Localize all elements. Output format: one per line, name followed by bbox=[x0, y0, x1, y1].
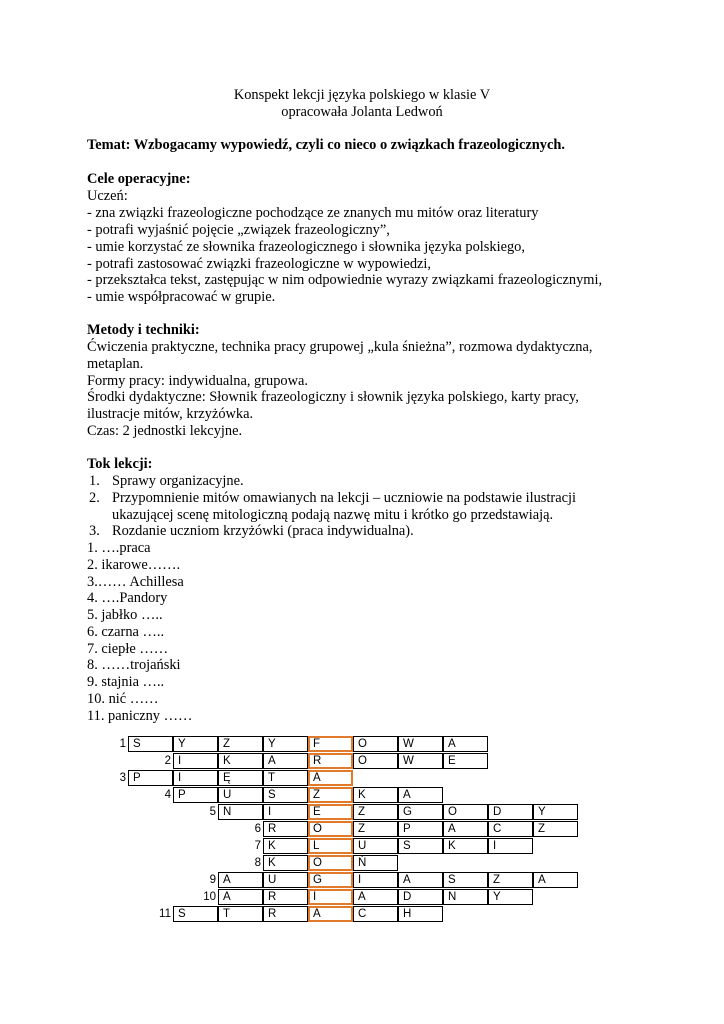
crossword-key-cell: G bbox=[308, 872, 353, 888]
crossword-key-cell: O bbox=[308, 855, 353, 871]
lesson-topic: Temat: Wzbogacamy wypowiedź, czyli co nieco o związkach frazeologicznych. bbox=[87, 137, 565, 153]
goal-item: - umie korzystać ze słownika frazeologicznego i słownika języka polskiego, bbox=[87, 239, 525, 255]
crossword-cell: A bbox=[353, 889, 398, 905]
crossword-clue: 5. jabłko ….. bbox=[87, 607, 163, 623]
crossword-cell: A bbox=[398, 872, 443, 888]
crossword-cell: U bbox=[263, 872, 308, 888]
crossword-cell: A bbox=[218, 872, 263, 888]
crossword-key-cell: O bbox=[308, 821, 353, 837]
crossword-clue: 10. nić …… bbox=[87, 691, 159, 707]
document-title: Konspekt lekcji języka polskiego w klasie V bbox=[233, 87, 491, 103]
crossword-cell: S bbox=[398, 838, 443, 854]
crossword-cell: S bbox=[128, 736, 173, 752]
crossword-cell: A bbox=[443, 821, 488, 837]
methods-line: Czas: 2 jednostki lekcyjne. bbox=[87, 423, 243, 439]
step-text: Przypomnienie mitów omawianych na lekcji – uczniowie na podstawie ilustracji bbox=[112, 490, 576, 506]
goal-item: - zna związki frazeologiczne pochodzące ze znanych mu mitów oraz literatury bbox=[87, 205, 539, 221]
crossword-cell: S bbox=[443, 872, 488, 888]
document-author: opracowała Jolanta Ledwoń bbox=[281, 104, 443, 120]
crossword-cell: K bbox=[263, 855, 308, 871]
crossword-row-number: 11 bbox=[159, 908, 171, 920]
crossword-cell: U bbox=[218, 787, 263, 803]
crossword-cell: O bbox=[353, 736, 398, 752]
crossword-clue: 9. stajnia ….. bbox=[87, 674, 165, 690]
crossword-cell: K bbox=[263, 838, 308, 854]
crossword-clue: 11. paniczny …… bbox=[87, 708, 193, 724]
crossword-clue: 2. ikarowe……. bbox=[87, 557, 181, 573]
goal-item: - potrafi wyjaśnić pojęcie „związek frazeologiczny”, bbox=[87, 222, 390, 238]
crossword-row-number: 10 bbox=[203, 891, 216, 903]
crossword-key-cell: E bbox=[308, 804, 353, 820]
methods-line: metaplan. bbox=[87, 356, 144, 372]
crossword-row-number: 7 bbox=[254, 840, 261, 852]
crossword-cell: A bbox=[398, 787, 443, 803]
crossword-row-number: 5 bbox=[209, 806, 216, 818]
crossword-cell: A bbox=[533, 872, 578, 888]
goal-item: - przekształca tekst, zastępując w nim odpowiednie wyrazy związkami frazeologicznymi, bbox=[87, 272, 603, 288]
crossword-cell: C bbox=[488, 821, 533, 837]
crossword-cell: P bbox=[173, 787, 218, 803]
crossword-cell: W bbox=[398, 736, 443, 752]
crossword-row-number: 8 bbox=[254, 857, 261, 869]
step-number: 2. bbox=[89, 490, 100, 506]
crossword-cell: O bbox=[353, 753, 398, 769]
crossword-key-cell: F bbox=[308, 736, 353, 752]
crossword-cell: P bbox=[128, 770, 173, 786]
methods-line: Ćwiczenia praktyczne, technika pracy grupowej „kula śnieżna”, rozmowa dydaktyczna, bbox=[87, 339, 593, 355]
goals-intro: Uczeń: bbox=[87, 188, 128, 204]
step-number: 3. bbox=[89, 523, 100, 539]
crossword-key-cell: A bbox=[308, 906, 353, 922]
crossword-key-cell: I bbox=[308, 889, 353, 905]
crossword-cell: D bbox=[488, 804, 533, 820]
crossword-cell: Y bbox=[263, 736, 308, 752]
crossword-clue: 4. ….Pandory bbox=[87, 590, 168, 606]
crossword-cell: Y bbox=[173, 736, 218, 752]
crossword-cell: T bbox=[218, 906, 263, 922]
crossword-cell: I bbox=[353, 872, 398, 888]
crossword-cell: K bbox=[218, 753, 263, 769]
crossword-cell: C bbox=[353, 906, 398, 922]
step-text: Rozdanie uczniom krzyżówki (praca indywidualna). bbox=[112, 523, 414, 539]
crossword-key-cell: R bbox=[308, 753, 353, 769]
crossword-cell: K bbox=[443, 838, 488, 854]
goal-item: - potrafi zastosować związki frazeologiczne w wypowiedzi, bbox=[87, 256, 432, 272]
step-text: Sprawy organizacyjne. bbox=[112, 473, 244, 489]
step-text-continued: ukazującej scenę mitologiczną podają nazwę mitu i krótko go przedstawiają. bbox=[112, 507, 554, 523]
crossword-row-number: 9 bbox=[209, 874, 216, 886]
crossword-row-number: 6 bbox=[254, 823, 261, 835]
methods-line: ilustracje mitów, krzyżówka. bbox=[87, 406, 254, 422]
crossword-clue: 8. ……trojański bbox=[87, 657, 181, 673]
crossword-cell: P bbox=[398, 821, 443, 837]
crossword-cell: A bbox=[218, 889, 263, 905]
methods-line: Środki dydaktyczne: Słownik frazeologiczny i słownik języka polskiego, karty pracy, bbox=[87, 389, 579, 405]
crossword-cell: I bbox=[173, 770, 218, 786]
crossword-cell: Z bbox=[353, 804, 398, 820]
crossword-cell: R bbox=[263, 889, 308, 905]
crossword-row-number: 2 bbox=[164, 755, 171, 767]
lesson-heading: Tok lekcji: bbox=[87, 456, 153, 472]
crossword-cell: I bbox=[263, 804, 308, 820]
crossword-key-cell: Z bbox=[308, 787, 353, 803]
crossword-cell: W bbox=[398, 753, 443, 769]
crossword-cell: Z bbox=[488, 872, 533, 888]
crossword-cell: Z bbox=[533, 821, 578, 837]
crossword-cell: E bbox=[443, 753, 488, 769]
crossword-cell: R bbox=[263, 906, 308, 922]
crossword-cell: U bbox=[353, 838, 398, 854]
crossword-cell: K bbox=[353, 787, 398, 803]
crossword-cell: Ę bbox=[218, 770, 263, 786]
crossword-cell: N bbox=[218, 804, 263, 820]
methods-heading: Metody i techniki: bbox=[87, 322, 200, 338]
crossword-cell: G bbox=[398, 804, 443, 820]
crossword-cell: Y bbox=[488, 889, 533, 905]
crossword-cell: R bbox=[263, 821, 308, 837]
crossword-clue: 6. czarna ….. bbox=[87, 624, 165, 640]
crossword-cell: S bbox=[263, 787, 308, 803]
crossword-cell: A bbox=[263, 753, 308, 769]
crossword-cell: Z bbox=[353, 821, 398, 837]
crossword-cell: A bbox=[443, 736, 488, 752]
crossword-cell: Y bbox=[533, 804, 578, 820]
crossword-cell: T bbox=[263, 770, 308, 786]
crossword-cell: D bbox=[398, 889, 443, 905]
crossword-key-cell: A bbox=[308, 770, 353, 786]
crossword-clue: 3.…… Achillesa bbox=[87, 574, 184, 590]
crossword-row-number: 1 bbox=[119, 738, 126, 750]
crossword-cell: Ń bbox=[353, 855, 398, 871]
crossword-row-number: 4 bbox=[164, 789, 171, 801]
crossword-cell: O bbox=[443, 804, 488, 820]
crossword-clue: 1. ….praca bbox=[87, 540, 151, 556]
goal-item: - umie współpracować w grupie. bbox=[87, 289, 276, 305]
step-number: 1. bbox=[89, 473, 100, 489]
crossword-key-cell: L bbox=[308, 838, 353, 854]
crossword-cell: H bbox=[398, 906, 443, 922]
methods-line: Formy pracy: indywidualna, grupowa. bbox=[87, 373, 309, 389]
crossword-cell: I bbox=[173, 753, 218, 769]
crossword-clue: 7. ciepłe …… bbox=[87, 641, 169, 657]
crossword-cell: N bbox=[443, 889, 488, 905]
crossword-row-number: 3 bbox=[119, 772, 126, 784]
crossword-cell: I bbox=[488, 838, 533, 854]
crossword-cell: S bbox=[173, 906, 218, 922]
goals-heading: Cele operacyjne: bbox=[87, 171, 191, 187]
crossword-cell: Z bbox=[218, 736, 263, 752]
